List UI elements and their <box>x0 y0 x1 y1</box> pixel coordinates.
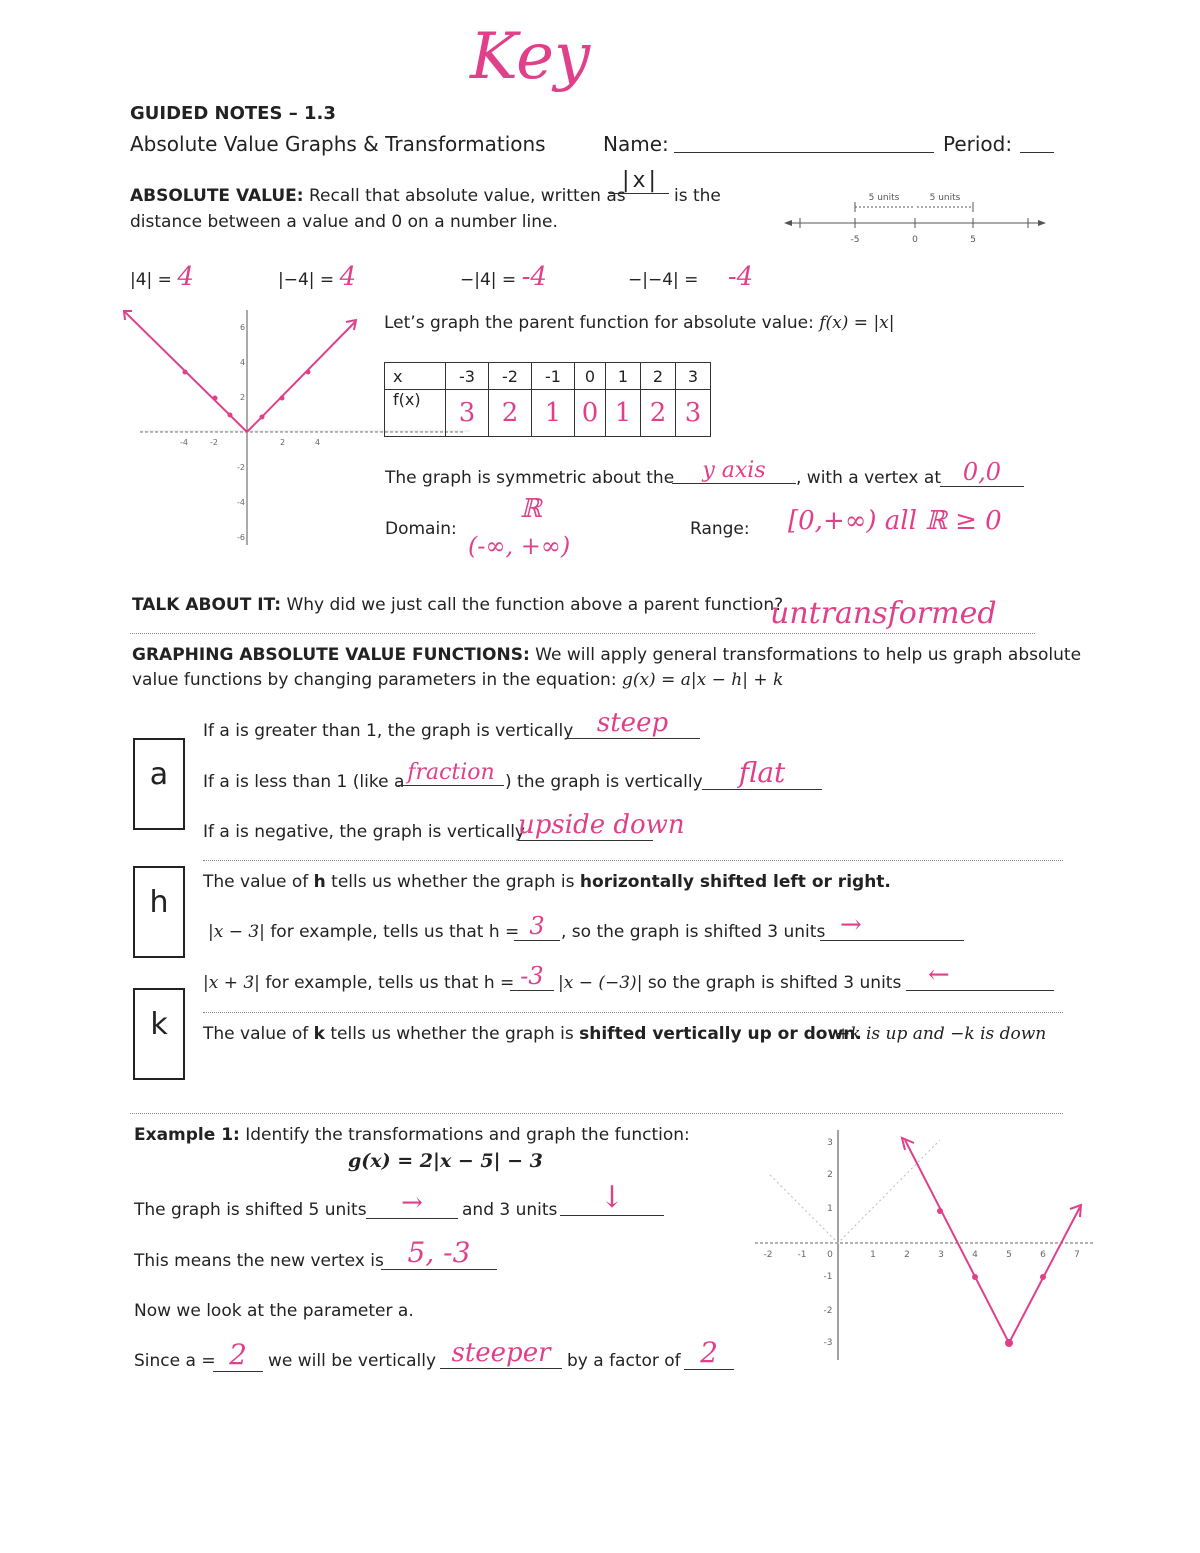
table-fx-cell: 1 <box>606 390 641 437</box>
param-a-line3: If a is negative, the graph is vertically <box>203 822 525 842</box>
param-k-line1: The value of k tells us whether the graph is shifted vertically up or down. <box>203 1024 862 1044</box>
table-x-cell: -2 <box>489 363 532 390</box>
parent-function-graph <box>110 300 370 550</box>
vertex-answer: 0,0 <box>940 458 1024 487</box>
numberline-left-label: 5 units <box>868 193 900 203</box>
param-k-box: k <box>133 988 185 1080</box>
table-row-label: f(x) <box>385 390 446 437</box>
param-h-example2: |x + 3| for example, tells us that h = <box>203 973 515 993</box>
numberline-tick-label: -5 <box>850 235 860 245</box>
param-a-upside-down-answer: upside down <box>518 810 685 840</box>
symmetry-text: The graph is symmetric about the <box>385 468 675 488</box>
period-label: Period: <box>943 132 1013 156</box>
graph2-x-tick: -2 <box>763 1250 773 1260</box>
range-answer: [0,+∞) all ℝ ≥ 0 <box>788 506 1002 536</box>
symmetry-answer: y axis <box>672 458 796 484</box>
graph2-y-tick: 3 <box>827 1138 833 1148</box>
example1-shift-text2: and 3 units <box>462 1200 558 1220</box>
graph1-x-tick: 4 <box>315 438 321 447</box>
abs-notation-answer: |x| <box>609 168 669 194</box>
worksheet-subtitle: Absolute Value Graphs & Transformations <box>130 132 546 156</box>
divider <box>130 1113 1063 1114</box>
domain-label: Domain: <box>385 519 457 539</box>
example1-shift-text1: The graph is shifted 5 units <box>134 1200 367 1220</box>
graph2-y-tick: -1 <box>823 1272 833 1282</box>
example1-vertex-answer: 5, -3 <box>381 1236 497 1270</box>
example1-shift-answer2: ↓ <box>560 1180 664 1216</box>
talk-about-it: TALK ABOUT IT: Why did we just call the function above a parent function? <box>132 595 784 615</box>
graph2-x-tick: 0 <box>827 1250 833 1260</box>
example1-since-text: Since a = <box>134 1351 216 1371</box>
param-a-line1: If a is greater than 1, the graph is vertically <box>203 721 574 741</box>
example1-heading: Example 1: Identify the transformations and graph the function: <box>134 1125 690 1145</box>
param-h-example1: |x − 3| for example, tells us that h = <box>208 922 520 942</box>
example1-factor-text: by a factor of <box>567 1351 681 1371</box>
param-k-rule: +k is up and −k is down <box>836 1024 1047 1044</box>
param-a-box: a <box>133 738 185 830</box>
abs-example-4: −|−4| = -4 <box>628 262 754 292</box>
table-fx-cell: 1 <box>532 390 575 437</box>
graph2-y-tick: 2 <box>827 1170 833 1180</box>
table-row-label: x <box>385 363 446 390</box>
graph2-y-tick: -3 <box>823 1338 833 1348</box>
table-x-cell: -1 <box>532 363 575 390</box>
worksheet-title: GUIDED NOTES – 1.3 <box>130 103 336 124</box>
table-fx-cell: 3 <box>446 390 489 437</box>
param-a-fraction-answer: fraction <box>398 760 504 786</box>
table-x-cell: 3 <box>676 363 711 390</box>
graph2-y-tick: 1 <box>827 1204 833 1214</box>
param-h-example1-cont: , so the graph is shifted 3 units <box>561 922 826 942</box>
table-x-cell: 0 <box>575 363 606 390</box>
param-a-line2: If a is less than 1 (like a <box>203 772 405 792</box>
example1-steeper-answer: steeper <box>440 1338 562 1369</box>
graph1-x-tick: 2 <box>280 438 286 447</box>
name-field[interactable] <box>674 152 934 153</box>
abs-example-2: |−4| = 4 <box>278 262 357 292</box>
divider <box>203 1012 1063 1013</box>
number-line <box>780 185 1050 245</box>
talk-answer: untransformed <box>770 596 997 631</box>
numberline-right-label: 5 units <box>929 193 961 203</box>
param-h-ex1-answer: 3 <box>514 912 560 941</box>
graph1-y-tick: -2 <box>237 463 245 472</box>
example1-steeper-text: we will be vertically <box>268 1351 437 1371</box>
graph2-x-tick: 5 <box>1006 1250 1012 1260</box>
graph1-y-tick: 4 <box>240 358 246 367</box>
name-label: Name: <box>603 132 669 156</box>
abs-value-intro-end: is the <box>674 186 721 206</box>
example1-equation: g(x) = 2|x − 5| − 3 <box>348 1150 543 1172</box>
abs-example-1: |4| = 4 <box>130 262 194 292</box>
graph2-x-tick: 7 <box>1074 1250 1080 1260</box>
table-x-cell: 1 <box>606 363 641 390</box>
graphing-heading: GRAPHING ABSOLUTE VALUE FUNCTIONS: We will apply general transformations to help us graph absolute <box>132 645 1082 665</box>
graph2-y-tick: -2 <box>823 1306 833 1316</box>
domain-answer-reals: ℝ <box>520 494 542 524</box>
graph1-x-tick: -2 <box>210 438 218 447</box>
abs-value-definition: distance between a value and 0 on a number line. <box>130 212 558 232</box>
example1-graph <box>750 1125 1100 1365</box>
table-x-cell: 2 <box>641 363 676 390</box>
param-a-steep-answer: steep <box>565 708 700 739</box>
graphing-equation-line: value functions by changing parameters in the equation: g(x) = a|x − h| + k <box>132 670 784 690</box>
graph1-y-tick: -4 <box>237 498 245 507</box>
example1-shift-answer1: → <box>366 1188 458 1219</box>
abs-example-3: −|4| = -4 <box>460 262 547 292</box>
abs-value-intro: ABSOLUTE VALUE: Recall that absolute value, written as <box>130 186 626 206</box>
param-h-ex1-direction: → <box>820 910 964 941</box>
period-field[interactable] <box>1020 152 1054 153</box>
divider <box>130 633 1035 634</box>
param-a-flat-answer: flat <box>702 756 822 790</box>
graph1-x-tick: -4 <box>180 438 188 447</box>
function-table <box>384 362 711 437</box>
param-a-line2-cont: ) the graph is vertically <box>505 772 703 792</box>
key-annotation: Key <box>470 20 591 94</box>
table-x-cell: -3 <box>446 363 489 390</box>
graph1-y-tick: 2 <box>240 393 246 402</box>
graph1-y-tick: 6 <box>240 323 246 332</box>
graph2-x-tick: 4 <box>972 1250 978 1260</box>
param-h-line1: The value of h tells us whether the graph is horizontally shifted left or right. <box>203 872 891 892</box>
range-label: Range: <box>690 519 750 539</box>
example1-param-text: Now we look at the parameter a. <box>134 1301 414 1321</box>
example1-vertex-text: This means the new vertex is <box>134 1251 384 1271</box>
table-fx-cell: 0 <box>575 390 606 437</box>
graph2-x-tick: 3 <box>938 1250 944 1260</box>
table-fx-cell: 3 <box>676 390 711 437</box>
example1-factor-answer: 2 <box>684 1336 734 1370</box>
param-h-box: h <box>133 866 185 958</box>
numberline-tick-label: 0 <box>912 235 918 245</box>
table-fx-cell: 2 <box>641 390 676 437</box>
divider <box>203 860 1063 861</box>
graph2-x-tick: -1 <box>797 1250 807 1260</box>
example1-a-answer: 2 <box>213 1338 263 1372</box>
graph2-x-tick: 2 <box>904 1250 910 1260</box>
domain-answer: (-∞, +∞) <box>468 532 571 560</box>
graph1-y-tick: -6 <box>237 533 245 542</box>
vertex-text: , with a vertex at <box>796 468 941 488</box>
param-h-example2-cont: |x − (−3)| so the graph is shifted 3 units <box>558 973 902 993</box>
parent-intro: Let’s graph the parent function for absolute value: f(x) = |x| <box>384 313 895 333</box>
param-h-ex2-direction: ← <box>906 960 1054 991</box>
graph2-x-tick: 6 <box>1040 1250 1046 1260</box>
graph2-x-tick: 1 <box>870 1250 876 1260</box>
param-h-ex2-answer: -3 <box>510 962 554 991</box>
table-fx-cell: 2 <box>489 390 532 437</box>
numberline-tick-label: 5 <box>970 235 976 245</box>
